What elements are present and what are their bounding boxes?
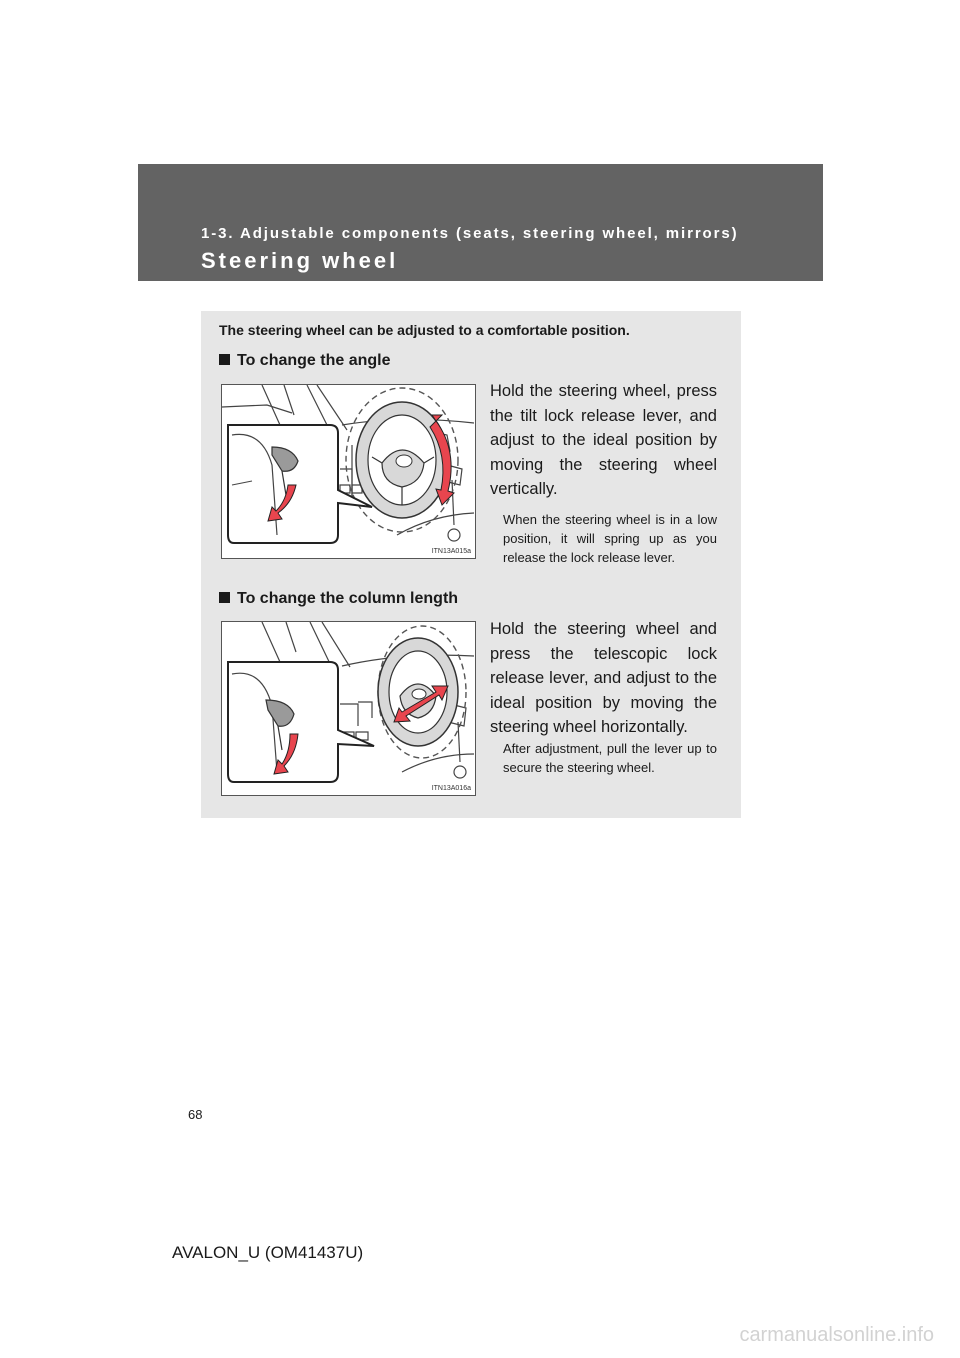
telescopic-adjust-illustration [221, 621, 476, 796]
illustration-code: ITN13A015a [431, 548, 471, 555]
length-heading [219, 590, 458, 608]
section-label: 1-3. Adjustable components (seats, steering wheel, mirrors) [201, 225, 739, 242]
angle-note: When the steering wheel is in a low position, it will spring up as you release the lock release lever. [503, 512, 717, 565]
angle-instructions: Hold the steering wheel, press the tilt lock release lever, and adjust to the ideal position by moving the steering wheel vertically. [490, 382, 717, 498]
section-header [138, 164, 823, 281]
angle-heading [219, 352, 391, 370]
tilt-lever-drawing [222, 385, 476, 559]
angle-heading-text: To change the angle [237, 352, 391, 369]
square-bullet-icon [219, 592, 230, 603]
square-bullet-icon [219, 354, 230, 365]
page-number: 68 [188, 1107, 203, 1122]
page-title: Steering wheel [201, 248, 399, 273]
watermark: carmanualsonline.info [739, 1324, 934, 1346]
length-note: After adjustment, pull the lever up to secure the steering wheel. [503, 741, 717, 775]
telescopic-lever-drawing [222, 622, 476, 796]
tilt-adjust-illustration [221, 384, 476, 559]
illustration-code: ITN13A016a [431, 785, 471, 792]
intro-text: The steering wheel can be adjusted to a comfortable position. [219, 322, 630, 338]
footer-model-code: AVALON_U (OM41437U) [172, 1243, 364, 1262]
content-panel [201, 311, 741, 818]
length-instructions: Hold the steering wheel and press the telescopic lock release lever, and adjust to the ideal position by moving the steering wheel horizontally. [490, 620, 717, 736]
length-heading-text: To change the column length [237, 590, 459, 607]
